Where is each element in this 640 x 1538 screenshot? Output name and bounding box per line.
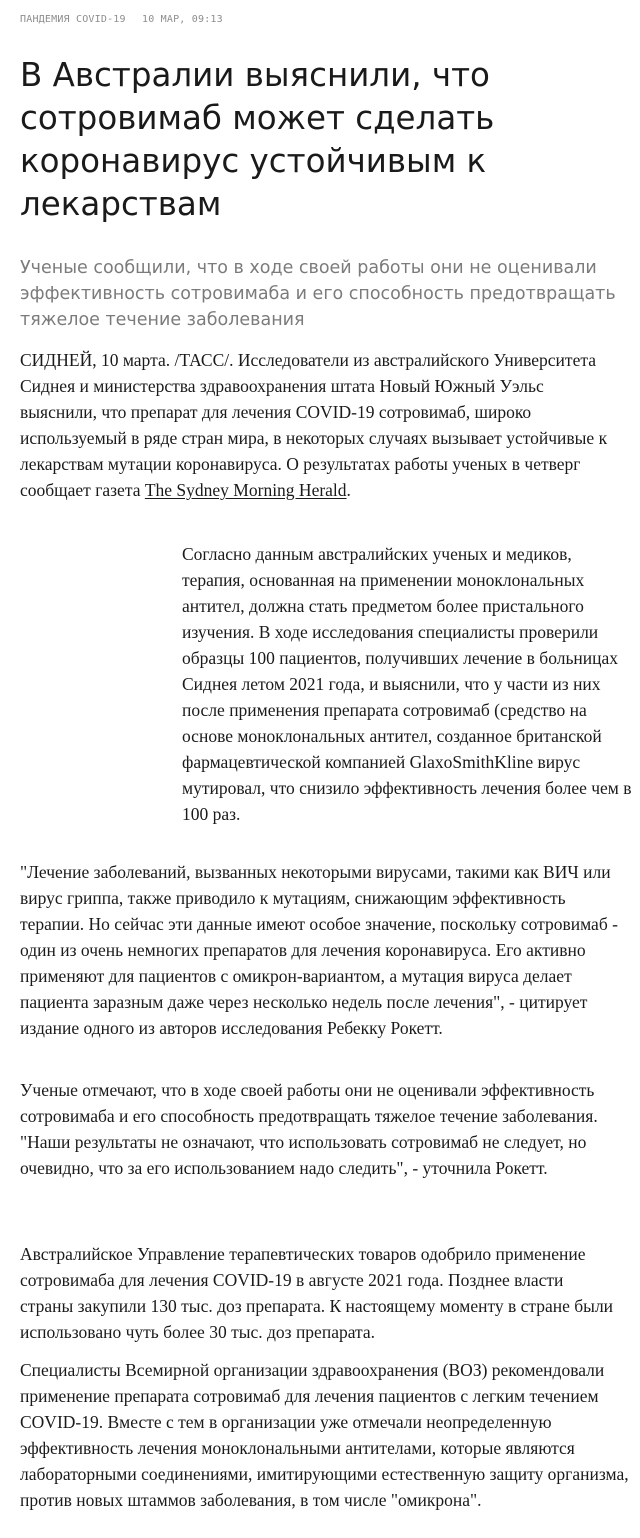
rubric-link[interactable]: ПАНДЕМИЯ COVID-19: [20, 14, 126, 25]
paragraph-notes: Ученые отмечают, что в ходе своей работы они не оценивали эффективность сотровимаба и его способность предотвращать тяжелое течение заболевания. "Наши результаты не означают, что использовать сотровимаб не следует, но очевидно, что за его использованием надо следить", - уточнила Рокетт.: [20, 1080, 598, 1178]
paragraph-intro-end: .: [346, 480, 351, 500]
paragraph-intro: [20, 347, 620, 503]
paragraph-intro-text: СИДНЕЙ, 10 марта. /ТАСС/. Исследователи из австралийского Университета Сиднея и министерства здравоохранения штата Новый Южный Уэльс выяснили, что препарат для лечения COVID-19 сотровимаб, широко используемый в ряде стран мира, в некоторых случаях вызывает устойчивые к лекарствам мутации коронавируса. О результатах работы ученых в четверг сообщает газета: [20, 350, 608, 500]
paragraph-quote: "Лечение заболеваний, вызванных некоторыми вирусами, такими как ВИЧ или вирус гриппа, также приводило к мутациям, снижающим эффективность терапии. Но сейчас эти данные имеют особое значение, поскольку сотровимаб - один из очень немногих препаратов для лечения коронавируса. Его активно применяют для пациентов с омикрон-вариантом, а мутация вируса делает пациента заразным даже через несколько недель после лечения", - цитирует издание одного из авторов исследования Ребекку Рокетт.: [20, 862, 618, 1038]
article-lead: Ученые сообщили, что в ходе своей работы они не оценивали эффективность сотровимаба и его способность предотвращать тяжелое течение заболевания: [20, 258, 616, 330]
source-link-smh[interactable]: The Sydney Morning Herald: [144, 480, 347, 500]
paragraph-approval: Австралийское Управление терапевтических товаров одобрило применение сотровимаба для лечения COVID-19 в августе 2021 года. Позднее власти страны закупили 130 тыс. доз препарата. К настоящему моменту в стране были использовано чуть более 30 тыс. доз препарата.: [20, 1244, 614, 1342]
paragraph-who: Специалисты Всемирной организации здравоохранения (ВОЗ) рекомендовали применение препарата сотровимаб для лечения пациентов с легким течением COVID-19. Вместе с тем в организации уже отмечали неопределенную эффективность лечения моноклональными антителами, которые являются лабораторными соединениями, имитирующими естественную защиту организма, против новых штаммов заболевания, в том числе "омикрона".: [20, 1360, 629, 1510]
article-meta: [20, 14, 233, 25]
article-title: В Австралии выяснили, что сотровимаб может сделать коронавирус устойчивым к лекарствам: [20, 56, 495, 223]
publish-date: 10 МАР, 09:13: [141, 14, 223, 25]
paragraph-research: Согласно данным австралийских ученых и медиков, терапия, основанная на применении моноклональных антител, должна стать предметом более пристального изучения. В ходе исследования специалисты проверили образцы 100 пациентов, получивших лечение в больницах Сиднея летом 2021 года, и выяснили, что у части из них после применения препарата сотровимаб (средство на основе моноклональных антител, созданное британской фармацевтической компанией GlaxoSmithKline вирус мутировал, что снизило эффективность лечения более чем в 100 раз.: [182, 544, 632, 824]
